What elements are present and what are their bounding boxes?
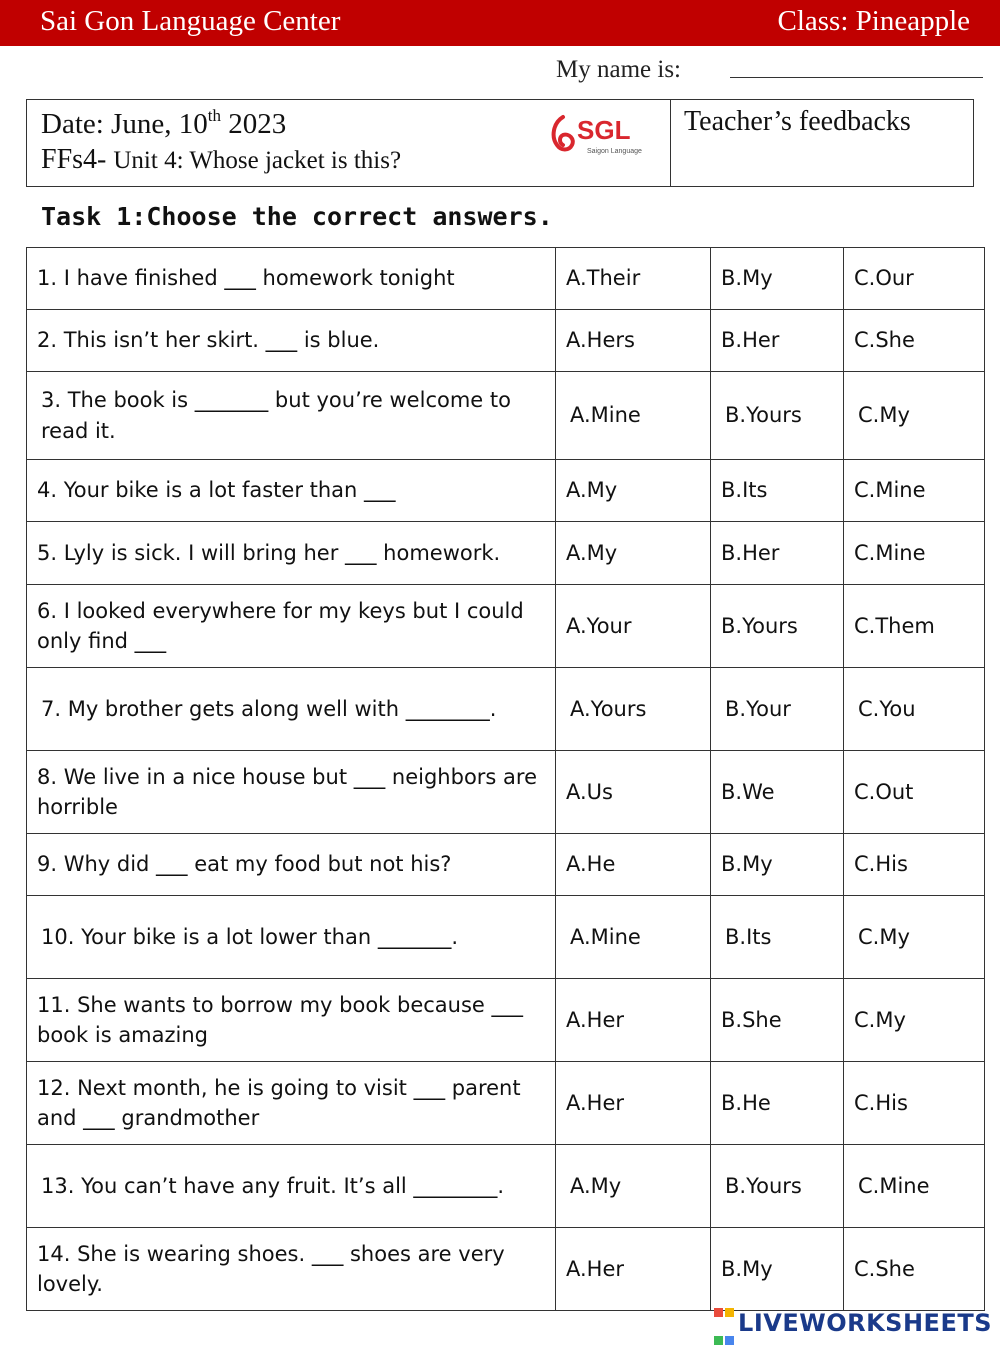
answer-option-a[interactable]: A.Your <box>556 585 711 668</box>
question-row <box>27 585 985 668</box>
answer-option-a[interactable]: A.My <box>556 522 711 585</box>
answer-option-a[interactable]: A.Hers <box>556 310 711 372</box>
question-text: 4. Your bike is a lot faster than ___ <box>27 460 556 522</box>
question-text: 6. I looked everywhere for my keys but I could only find ___ <box>27 585 556 668</box>
question-row <box>27 310 985 372</box>
center-name: Sai Gon Language Center <box>40 5 341 37</box>
answer-option-b[interactable]: B.My <box>711 248 844 310</box>
unit-title: FFs4- Unit 4: Whose jacket is this? <box>41 144 402 175</box>
question-row <box>27 460 985 522</box>
question-text: 8. We live in a nice house but ___ neighbors are horrible <box>27 751 556 834</box>
answer-option-b[interactable]: B.He <box>711 1062 844 1145</box>
question-row <box>27 979 985 1062</box>
question-row <box>27 248 985 310</box>
answer-option-a[interactable]: A.He <box>556 834 711 896</box>
answer-option-c[interactable]: C.She <box>844 310 985 372</box>
answer-option-c[interactable]: C.His <box>844 834 985 896</box>
answer-option-c[interactable]: C.She <box>844 1228 985 1311</box>
info-divider <box>670 100 671 186</box>
answer-option-b[interactable]: B.Her <box>711 522 844 585</box>
question-text: 5. Lyly is sick. I will bring her ___ homework. <box>27 522 556 585</box>
answer-option-a[interactable]: A.Mine <box>556 896 711 979</box>
answer-option-a[interactable]: A.Her <box>556 979 711 1062</box>
questions-table <box>26 247 985 1311</box>
answer-option-b[interactable]: B.My <box>711 1228 844 1311</box>
answer-option-b[interactable]: B.We <box>711 751 844 834</box>
answer-option-b[interactable]: B.Yours <box>711 1145 844 1228</box>
task-title: Task 1:Choose the correct answers. <box>41 202 553 231</box>
answer-option-c[interactable]: C.Our <box>844 248 985 310</box>
info-box <box>26 99 974 187</box>
question-text: 13. You can’t have any fruit. It’s all ________. <box>27 1145 556 1228</box>
answer-option-c[interactable]: C.You <box>844 668 985 751</box>
name-label: My name is: <box>556 56 681 83</box>
question-text: 11. She wants to borrow my book because ___ book is amazing <box>27 979 556 1062</box>
answer-option-c[interactable]: C.Out <box>844 751 985 834</box>
question-text: 14. She is wearing shoes. ___ shoes are very lovely. <box>27 1228 556 1311</box>
answer-option-a[interactable]: A.Us <box>556 751 711 834</box>
question-row <box>27 1062 985 1145</box>
question-row <box>27 372 985 460</box>
svg-text:SGL: SGL <box>577 115 631 145</box>
answer-option-a[interactable]: A.My <box>556 460 711 522</box>
answer-option-a[interactable]: A.Their <box>556 248 711 310</box>
answer-option-a[interactable]: A.Mine <box>556 372 711 460</box>
question-text: 2. This isn’t her skirt. ___ is blue. <box>27 310 556 372</box>
answer-option-b[interactable]: B.Her <box>711 310 844 372</box>
svg-text:Saigon Language: Saigon Language <box>587 148 642 155</box>
answer-option-a[interactable]: A.Her <box>556 1228 711 1311</box>
answer-option-c[interactable]: C.My <box>844 979 985 1062</box>
answer-option-c[interactable]: C.Them <box>844 585 985 668</box>
question-text: 7. My brother gets along well with ________. <box>27 668 556 751</box>
answer-option-b[interactable]: B.Its <box>711 460 844 522</box>
header-bar <box>0 0 1000 46</box>
answer-option-c[interactable]: C.His <box>844 1062 985 1145</box>
sgl-logo <box>547 109 647 163</box>
question-row <box>27 896 985 979</box>
question-row <box>27 668 985 751</box>
answer-option-b[interactable]: B.Its <box>711 896 844 979</box>
answer-option-a[interactable]: A.My <box>556 1145 711 1228</box>
question-row <box>27 1145 985 1228</box>
question-text: 12. Next month, he is going to visit ___ parent and ___ grandmother <box>27 1062 556 1145</box>
class-label: Class: Pineapple <box>777 5 970 37</box>
answer-option-a[interactable]: A.Yours <box>556 668 711 751</box>
answer-option-c[interactable]: C.Mine <box>844 522 985 585</box>
answer-option-c[interactable]: C.My <box>844 896 985 979</box>
question-row <box>27 751 985 834</box>
question-row <box>27 834 985 896</box>
question-text: 3. The book is _______ but you’re welcome to read it. <box>27 372 556 460</box>
liveworksheets-watermark: LIVEWORKSHEETS <box>713 1296 992 1352</box>
question-text: 9. Why did ___ eat my food but not his? <box>27 834 556 896</box>
answer-option-a[interactable]: A.Her <box>556 1062 711 1145</box>
watermark-logo-icon <box>713 1296 735 1352</box>
answer-option-c[interactable]: C.My <box>844 372 985 460</box>
answer-option-b[interactable]: B.Yours <box>711 585 844 668</box>
answer-option-b[interactable]: B.Yours <box>711 372 844 460</box>
date-text: Date: June, 10th 2023 <box>41 106 287 140</box>
answer-option-c[interactable]: C.Mine <box>844 460 985 522</box>
answer-option-b[interactable]: B.She <box>711 979 844 1062</box>
question-text: 1. I have finished ___ homework tonight <box>27 248 556 310</box>
question-text: 10. Your bike is a lot lower than _______. <box>27 896 556 979</box>
answer-option-b[interactable]: B.My <box>711 834 844 896</box>
teacher-feedback-label: Teacher’s feedbacks <box>684 106 911 137</box>
answer-option-b[interactable]: B.Your <box>711 668 844 751</box>
name-input-line[interactable] <box>730 77 983 78</box>
question-row <box>27 522 985 585</box>
answer-option-c[interactable]: C.Mine <box>844 1145 985 1228</box>
